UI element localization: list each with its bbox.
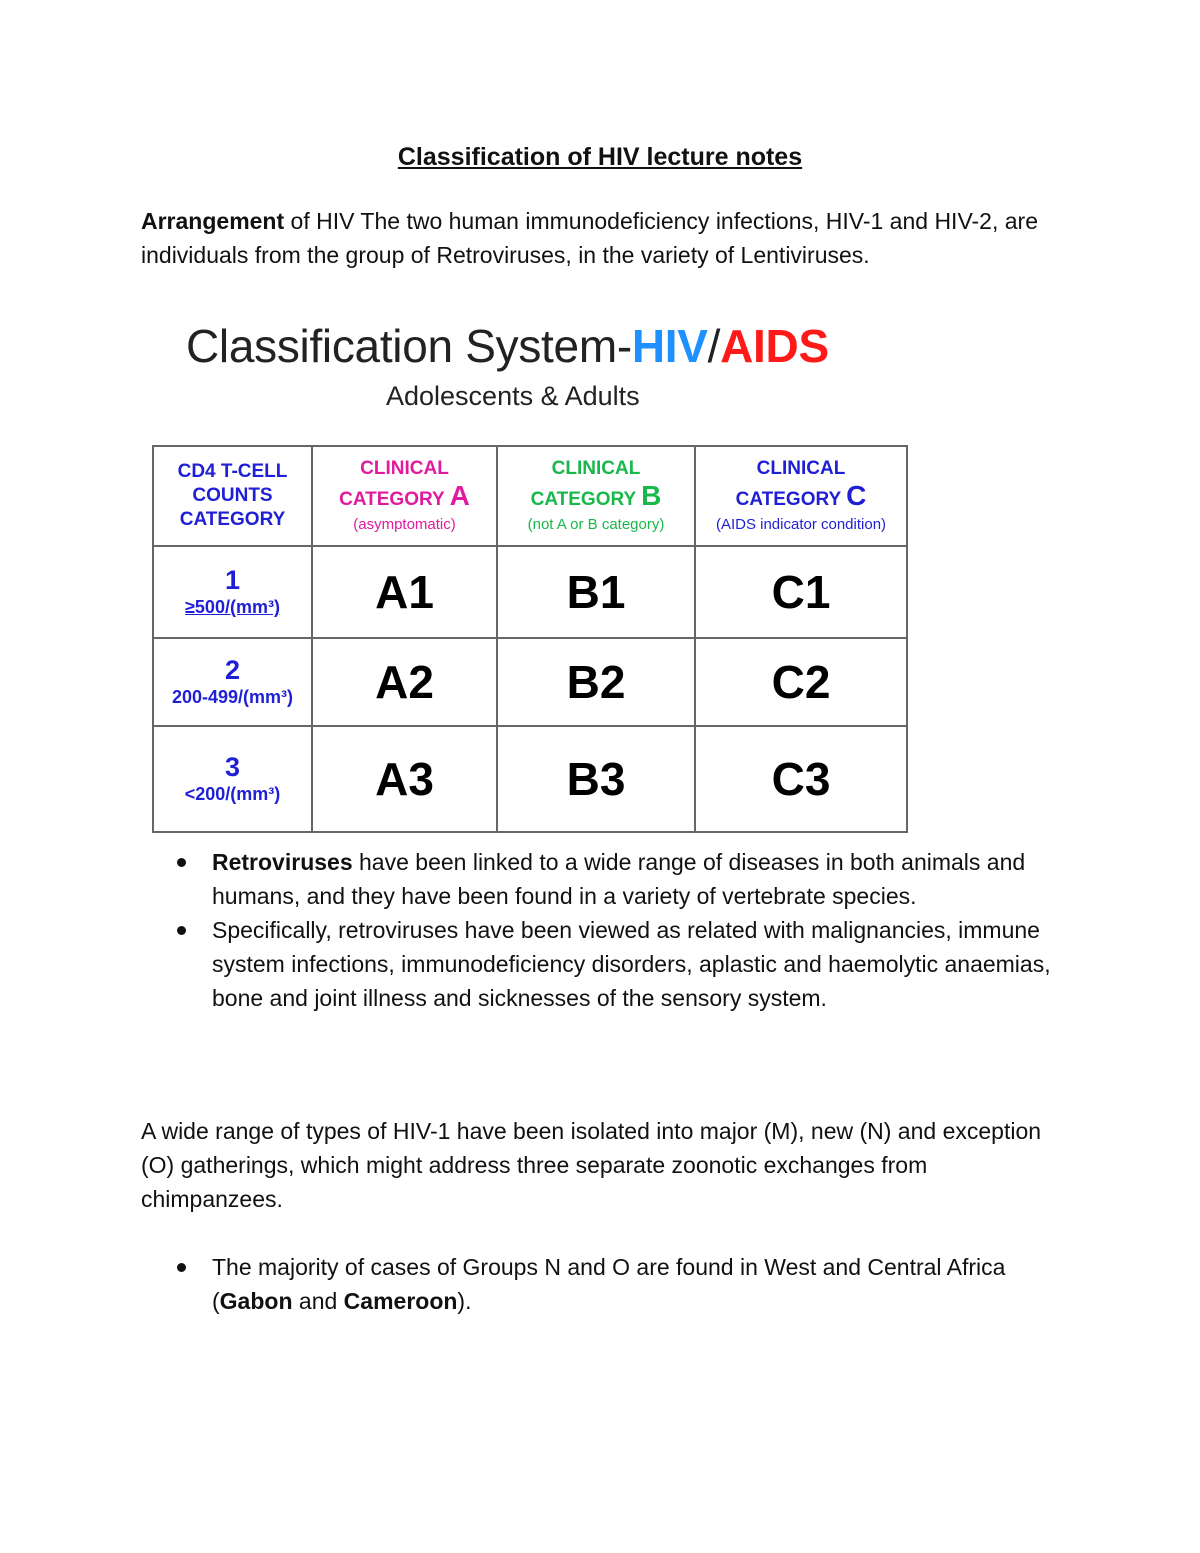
count-category-cell [153,546,312,638]
header-b-word: CATEGORY [530,489,642,510]
figure-title-prefix: Classification System- [186,320,632,372]
header-b-note: (not A or B category) [527,516,665,533]
table-row [153,638,907,726]
cell-a2: A2 [312,638,497,726]
cell-c1: C1 [695,546,907,638]
figure-title-slash: / [707,320,721,372]
table-row [153,726,907,832]
cell-c3: C3 [695,726,907,832]
header-a-note: (asymptomatic) [353,516,456,533]
list-item [141,913,1071,1015]
cell-b3: B3 [497,726,695,832]
classification-table-wrapper [152,445,908,833]
bullet-text-2: and [292,1288,344,1314]
count-category-cell [153,638,312,726]
header-category-c-cell [695,446,907,546]
cell-a3: A3 [312,726,497,832]
header-cd4-line1: CD4 T-CELL [177,461,288,482]
header-cd4-line2: COUNTS [192,485,273,506]
list-item [141,1250,1071,1318]
count-range: 200-499/(mm³) [171,687,294,707]
bullet-text: Specifically, retroviruses have been viewed as related with malignancies, immune system infections, immunodeficiency disorders, aplastic and haemolytic anaemias, bone and joint illness and sicknesses of the sensory system. [212,917,1051,1011]
bullet-bold: Retroviruses [212,849,353,875]
figure-title-hiv: HIV [631,320,708,372]
table-header-row [153,446,907,546]
bullet-text-3: ). [457,1288,472,1314]
list-item [141,845,1071,913]
count-number: 2 [224,655,241,685]
count-category-cell [153,726,312,832]
count-range: ≥500/(mm³) [185,597,280,617]
header-b-line1: CLINICAL [551,458,641,479]
table-row [153,546,907,638]
header-b-letter: B [641,480,662,511]
groups-paragraph: A wide range of types of HIV-1 have been isolated into major (M), new (N) and exception (O) gatherings, which might address three separate zoonotic exchanges from chimpanzees. [141,1118,1042,1212]
intro-text: of HIV The two human immunodeficiency infections, HIV-1 and HIV-2, are individuals from the group of Retroviruses, in the variety of Lentiviruses. [141,208,1038,268]
bullet-text-1: The majority of cases of Groups N and O are found in West and Central Africa ( [212,1254,1006,1314]
header-cd4-cell [153,446,312,546]
header-category-a-cell [312,446,497,546]
bullet-text: have been linked to a wide range of diseases in both animals and humans, and they have been found in a variety of vertebrate species. [212,849,1026,909]
header-cd4-line3: CATEGORY [179,509,286,530]
cell-c2: C2 [695,638,907,726]
bullet-list-groups [141,1250,1071,1318]
header-category-b-cell [497,446,695,546]
cell-b2: B2 [497,638,695,726]
cell-b1: B1 [497,546,695,638]
bullet-list-retroviruses [141,845,1071,1015]
figure-title [186,316,829,376]
bullet-dot-icon [177,858,186,867]
cell-a1: A1 [312,546,497,638]
header-a-letter: A [449,480,470,511]
intro-paragraph [141,204,1061,272]
header-c-letter: C [846,480,867,511]
header-c-line1: CLINICAL [756,458,846,479]
count-number: 3 [224,752,241,782]
document-title: Classification of HIV lecture notes [397,143,803,171]
header-c-word: CATEGORY [735,489,847,510]
bullet-bold-gabon: Gabon [219,1288,293,1314]
count-number: 1 [224,565,241,595]
bullet-dot-icon [177,926,186,935]
count-range: <200/(mm³) [184,784,281,804]
header-c-note: (AIDS indicator condition) [715,516,887,533]
figure-subtitle: Adolescents & Adults [386,381,640,411]
intro-bold-lead: Arrangement [141,208,285,234]
header-a-line1: CLINICAL [360,458,449,479]
figure-title-aids: AIDS [720,320,829,372]
bullet-dot-icon [177,1263,186,1272]
classification-table [152,445,908,833]
header-a-word: CATEGORY [339,489,450,510]
bullet-bold-cameroon: Cameroon [343,1288,458,1314]
